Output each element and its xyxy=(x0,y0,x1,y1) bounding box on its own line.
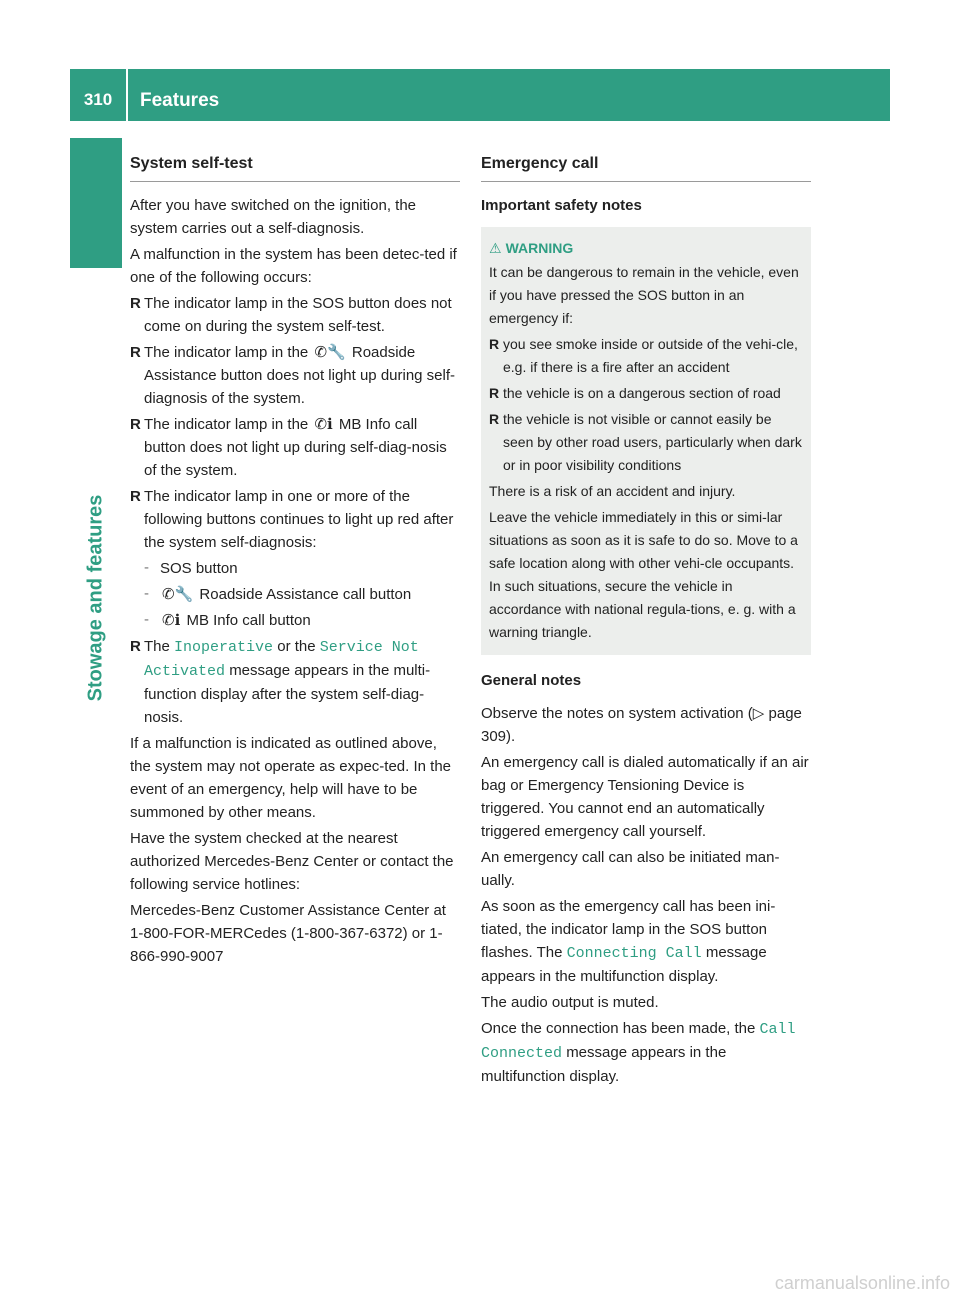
right-column xyxy=(481,152,811,1091)
warning-bullet: R the vehicle is not visible or cannot easily be seen by other road users, particularly when dark or in poor visibility conditions xyxy=(489,408,803,477)
sub-list-item: - ✆ℹ MB Info call button xyxy=(130,609,460,632)
side-tab xyxy=(70,138,122,1262)
bullet-item: R The indicator lamp in one or more of the following buttons continues to light up red after the system self-diagnosis: xyxy=(130,485,460,554)
page-header xyxy=(70,69,890,121)
warning-title: ⚠ WARNING xyxy=(489,240,574,257)
phone-info-icon: ✆ℹ xyxy=(314,415,333,433)
sub-list-item: - ✆🔧 Roadside Assistance call button xyxy=(130,583,460,606)
section-title-emergency-call: Emergency call xyxy=(481,152,811,182)
warning-paragraph: It can be dangerous to remain in the vehicle, even if you have pressed the SOS button in an emergency if: xyxy=(489,264,799,326)
paragraph: Once the connection has been made, the Call Connected message appears in the multifunction display. xyxy=(481,1020,796,1085)
display-message: Service Not Activated xyxy=(144,639,419,680)
paragraph: An emergency call can also be initiated man-ually. xyxy=(481,849,780,889)
display-message: Inoperative xyxy=(174,639,274,656)
section-title-self-test: System self-test xyxy=(130,152,460,182)
warning-triangle-icon: ⚠ xyxy=(489,241,502,257)
paragraph: Have the system checked at the nearest authorized Mercedes-Benz Center or contact the following service hotlines: xyxy=(130,830,454,893)
bullet-item: R The indicator lamp in the ✆ℹ MB Info call button does not light up during self-diag-nosis of the system. xyxy=(130,415,447,479)
left-column xyxy=(130,152,460,971)
phone-wrench-icon: ✆🔧 xyxy=(314,343,346,361)
side-tab-block xyxy=(70,138,122,268)
bullet-icon: R xyxy=(489,385,500,401)
bullet-icon: R xyxy=(130,344,141,361)
subheading-safety: Important safety notes xyxy=(481,197,642,214)
paragraph: As soon as the emergency call has been ini-tiated, the indicator lamp in the SOS button flashes. The Connecting Call message appears in the multifunction display. xyxy=(481,898,776,985)
paragraph: Mercedes-Benz Customer Assistance Center at 1-800-FOR-MERCedes (1-800-367-6372) or 1-866-990-9007 xyxy=(130,902,446,965)
bullet-icon: R xyxy=(130,638,141,655)
subheading-general: General notes xyxy=(481,672,582,689)
paragraph: A malfunction in the system has been detec-ted if one of the following occurs: xyxy=(130,246,457,286)
phone-wrench-icon: ✆🔧 xyxy=(162,585,194,603)
sub-list-item: - SOS button xyxy=(130,557,460,580)
warning-paragraph: There is a risk of an accident and injury. xyxy=(489,483,736,499)
bullet-item: R The Inoperative or the Service Not Activated message appears in the multi-function display after the system self-diag-nosis. xyxy=(130,635,460,729)
bullet-icon: R xyxy=(130,295,141,312)
warning-paragraph: Leave the vehicle immediately in this or simi-lar situations as soon as it is safe to do so. Move to a safe location along with other vehi-cle occupants. In such situations, secure the vehicle in accordance with national regula-tions, e. g. with a warning triangle. xyxy=(489,509,798,640)
watermark: carmanualsonline.info xyxy=(774,1273,950,1293)
page-reference[interactable]: page 309). xyxy=(481,705,802,745)
bullet-icon: R xyxy=(489,411,500,427)
warning-bullet: R you see smoke inside or outside of the vehi-cle, e.g. if there is a fire after an accident xyxy=(489,333,803,379)
warning-box xyxy=(481,227,811,655)
page-ref-arrow-icon: ▷ xyxy=(752,705,765,722)
dash-icon: - xyxy=(144,559,149,576)
paragraph: If a malfunction is indicated as outlined above, the system may not operate as expec-ted. In the event of an emergency, help will have to be summoned by other means. xyxy=(130,735,452,821)
phone-info-icon: ✆ℹ xyxy=(162,611,181,629)
dash-icon: - xyxy=(144,585,149,602)
display-message: Call Connected xyxy=(481,1021,796,1062)
side-tab-label: Stowage and features xyxy=(84,494,107,702)
warning-bullet: R the vehicle is on a dangerous section of road xyxy=(489,382,803,405)
bullet-item: R The indicator lamp in the ✆🔧 Roadside Assistance button does not light up during self-diagnosis of the system. xyxy=(130,343,456,407)
paragraph: The audio output is muted. xyxy=(481,994,659,1011)
paragraph: Observe the notes on system activation (▷ page 309). xyxy=(481,705,802,745)
paragraph: After you have switched on the ignition, the system carries out a self-diagnosis. xyxy=(130,197,417,237)
bullet-icon: R xyxy=(489,336,500,352)
header-divider xyxy=(126,69,128,121)
paragraph: An emergency call is dialed automatically if an air bag or Emergency Tensioning Device is triggered. You cannot end an automatically triggered emergency call yourself. xyxy=(481,754,809,840)
page-number: 310 xyxy=(83,90,113,109)
bullet-icon: R xyxy=(130,416,141,433)
header-title: Features xyxy=(140,90,220,111)
display-message: Connecting Call xyxy=(566,945,702,962)
bullet-icon: R xyxy=(130,488,141,505)
dash-icon: - xyxy=(144,611,149,628)
bullet-item: R The indicator lamp in the SOS button does not come on during the system self-test. xyxy=(130,292,460,338)
